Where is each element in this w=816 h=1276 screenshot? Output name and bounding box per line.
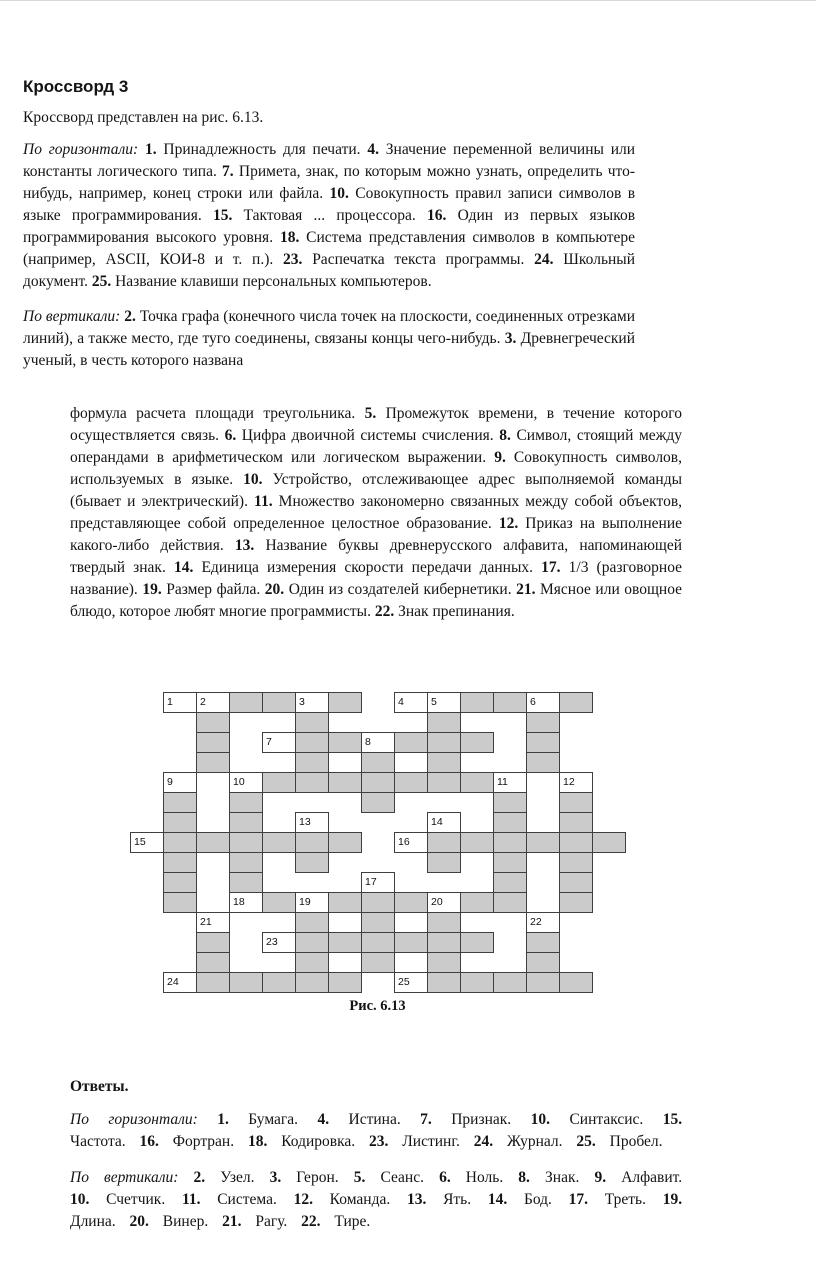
grid-cell [427,772,461,793]
grid-cell [163,872,197,893]
grid-cell [196,832,230,853]
grid-cell-9 [163,772,197,793]
grid-cell [559,832,593,853]
grid-cell [526,732,560,753]
grid-cell [460,892,494,913]
clue-number: 20. [129,1213,149,1230]
grid-cell [361,752,395,773]
grid-cell [460,932,494,953]
grid-cell-5 [427,692,461,713]
clue-text: Система представления символов в компьютере (например, ASCII, КОИ-8 и т. п.). [23,229,636,268]
grid-cell [559,812,593,833]
clue-text: Один из первых языков программирования высокого уровня. [23,207,636,246]
clue-number: 21. [516,581,536,598]
clue-text: Приказ на выполнение какого-либо действия. [70,515,682,554]
clue-text: Счетчик. [106,1191,166,1208]
grid-cell [361,932,395,953]
cell-number: 19 [299,896,311,908]
clue-text: Совокупность символов, используемых в языке. [70,449,682,488]
clue-text: Синтаксис. [569,1111,644,1128]
cell-number: 22 [530,916,542,928]
grid-cell [526,932,560,953]
clue-text: Сеанс. [380,1169,424,1186]
clue-text: Множество закономерно связанных между собой объектов, представляющее собой определенное целостное образование. [70,493,683,532]
clue-text: Герон. [296,1169,339,1186]
grid-cell-2 [196,692,230,713]
clue-text: Мясное или овощное блюдо, которое любят многие программисты. [70,581,683,620]
cell-number: 14 [431,816,443,828]
cell-number: 25 [398,976,410,988]
clue-number: 3. [269,1169,282,1186]
cell-number: 20 [431,896,443,908]
clue-number: 9. [494,449,506,466]
grid-cell [196,932,230,953]
clue-number: 14. [173,559,194,576]
grid-cell [559,852,593,873]
clue-number: 16. [426,207,447,224]
grid-cell-12 [559,772,593,793]
grid-cell-15 [130,832,164,853]
clue-number: 15. [662,1111,683,1128]
cell-number: 18 [233,896,245,908]
clue-text: Алфавит. [621,1169,683,1186]
grid-cell [559,892,593,913]
grid-cell [295,852,329,873]
crossword-grid [130,692,626,993]
clue-number: 5. [353,1169,366,1186]
clue-text: Ноль. [465,1169,504,1186]
grid-cell [163,852,197,873]
grid-cell [427,732,461,753]
direction-label: По вертикали: [70,1169,179,1186]
grid-cell [295,972,329,993]
grid-cell [196,972,230,993]
grid-cell [295,952,329,973]
grid-cell-1 [163,692,197,713]
clue-continuation-text: формула расчета площади треугольника. [70,405,356,422]
grid-cell-18 [229,892,263,913]
clue-number: 12. [293,1191,313,1208]
clue-text: Примета, знак, по которым можно узнать, определить что-нибудь, например, конец строки или файла. [23,163,636,202]
clues-down-paragraph-part2 [70,403,682,623]
grid-cell [559,692,593,713]
clue-text: Тире. [334,1213,371,1230]
clue-text: Совокупность правил записи символов в языке программирования. [23,185,636,224]
grid-cell [262,832,296,853]
clue-text: Тактовая ... процессора. [243,207,416,224]
grid-cell [493,832,527,853]
clue-number: 6. [439,1169,451,1186]
grid-cell [559,872,593,893]
cell-number: 1 [167,696,173,708]
intro-text: Кроссворд представлен на рис. 6.13. [23,109,264,126]
clue-number: 11. [254,493,273,510]
top-text-block [23,76,635,372]
clue-text: Цифра двоичной системы счисления. [241,427,494,444]
grid-cell [460,772,494,793]
grid-cell-13 [295,812,329,833]
clue-number: 10. [243,471,263,488]
clue-number: 5. [364,405,377,422]
grid-cell-4 [394,692,428,713]
cell-number: 8 [365,736,371,748]
grid-cell [526,832,560,853]
clue-number: 7. [222,163,234,180]
grid-cell [427,712,461,733]
clue-text: Знак препинания. [398,603,515,620]
grid-cell [361,912,395,933]
cell-number: 2 [200,696,206,708]
grid-cell [196,732,230,753]
clue-text: Бумага. [248,1111,299,1128]
clue-text: Винер. [162,1213,209,1230]
grid-cell-17 [361,872,395,893]
grid-cell-23 [262,932,296,953]
clue-number: 19. [662,1191,683,1208]
grid-cell [361,772,395,793]
grid-cell [394,892,428,913]
clue-text: Треть. [604,1191,647,1208]
clue-number: 8. [518,1169,530,1186]
crossword-figure [130,692,626,993]
clue-number: 17. [568,1191,589,1208]
grid-cell [460,832,494,853]
answers-block [70,1076,682,1233]
grid-cell-20 [427,892,461,913]
grid-cell [262,972,296,993]
grid-cell-24 [163,972,197,993]
grid-cell [427,932,461,953]
grid-cell-16 [394,832,428,853]
grid-cell [460,692,494,713]
grid-cell [526,752,560,773]
cell-number: 3 [299,696,305,708]
clue-number: 18. [247,1133,268,1150]
grid-cell [493,872,527,893]
clue-number: 25. [576,1133,596,1150]
grid-cell [328,692,362,713]
clue-text: 1/3 (разговорное название). [70,559,683,598]
grid-cell [163,792,197,813]
middle-text-block [70,403,682,623]
cell-number: 11 [497,776,508,788]
grid-cell [427,832,461,853]
grid-cell [229,692,263,713]
clue-number: 8. [499,427,511,444]
grid-cell [262,892,296,913]
grid-cell-21 [196,912,230,933]
grid-cell [493,852,527,873]
cell-number: 15 [134,836,146,848]
grid-cell [394,732,428,753]
grid-cell [262,772,296,793]
grid-cell [163,812,197,833]
clue-number: 3. [504,330,517,347]
grid-cell-10 [229,772,263,793]
clue-text: Символ, стоящий между операндами в арифметическом или логическом выражении. [70,427,682,466]
clue-text: Знак. [545,1169,580,1186]
clue-number: 23. [283,251,303,268]
clue-text: Команда. [329,1191,391,1208]
clue-text: Признак. [451,1111,512,1128]
clue-number: 21. [222,1213,242,1230]
clue-number: 10. [329,185,349,202]
clue-number: 22. [374,603,395,620]
grid-cell [427,912,461,933]
grid-cell [295,732,329,753]
grid-cell [526,972,560,993]
grid-cell-8 [361,732,395,753]
grid-cell [361,952,395,973]
clue-text: Рагу. [255,1213,288,1230]
clue-text: Листинг. [402,1133,460,1150]
grid-cell [262,692,296,713]
grid-cell [229,872,263,893]
grid-cell [196,952,230,973]
grid-cell [526,952,560,973]
grid-cell [361,792,395,813]
clue-text: Истина. [348,1111,401,1128]
grid-cell [328,892,362,913]
grid-cell [229,792,263,813]
grid-cell-11 [493,772,527,793]
clue-number: 13. [234,537,255,554]
clue-text: Устройство, отслеживающее адрес выполняемой команды (бывает и электрический). [70,471,683,510]
grid-cell [328,772,362,793]
clue-number: 19. [142,581,162,598]
page-title: Кроссворд 3 [23,77,129,96]
grid-cell [493,892,527,913]
grid-cell-14 [427,812,461,833]
grid-cell [229,852,263,873]
direction-label: По вертикали: [23,308,121,325]
clue-text: Система. [217,1191,277,1208]
clue-number: 18. [279,229,300,246]
grid-cell [295,752,329,773]
clue-number: 15. [212,207,233,224]
grid-cell-7 [262,732,296,753]
cell-number: 13 [299,816,311,828]
clue-number: 4. [367,141,379,158]
clue-text: Единица измерения скорости передачи данных. [201,559,534,576]
clue-number: 22. [301,1213,321,1230]
clue-text: Значение переменной величины или константы логического типа. [23,141,636,180]
clue-text: Длина. [70,1213,116,1230]
grid-cell [559,972,593,993]
clue-number: 20. [264,581,285,598]
clue-text: Размер файла. [166,581,261,598]
clue-number: 24. [534,251,554,268]
grid-cell [196,752,230,773]
grid-cell [526,712,560,733]
clue-text: Название клавиши персональных компьютеров. [115,273,432,290]
answers-heading: Ответы. [70,1078,129,1095]
cell-number: 21 [200,916,212,928]
clue-number: 1. [144,141,157,158]
grid-cell [493,692,527,713]
clue-text: Узел. [220,1169,255,1186]
clue-number: 13. [406,1191,427,1208]
grid-cell [394,932,428,953]
clue-number: 9. [594,1169,607,1186]
grid-cell [295,832,329,853]
clue-number: 6. [224,427,237,444]
clue-text: Распечатка текста программы. [312,251,525,268]
grid-cell-22 [526,912,560,933]
cell-number: 16 [398,836,410,848]
grid-cell [328,932,362,953]
clue-text: Фортран. [172,1133,235,1150]
cell-number: 24 [167,976,179,988]
grid-cell [295,772,329,793]
clue-number: 2. [193,1169,206,1186]
cell-number: 5 [431,696,437,708]
grid-cell [229,972,263,993]
cell-number: 12 [563,776,575,788]
grid-cell [361,892,395,913]
grid-cell [493,812,527,833]
clue-number: 23. [369,1133,389,1150]
direction-label: По горизонтали: [70,1111,198,1128]
clue-number: 14. [487,1191,508,1208]
clues-down-paragraph-part1 [23,306,635,372]
clue-number: 10. [70,1191,90,1208]
cell-number: 10 [233,776,245,788]
grid-cell [592,832,626,853]
clue-number: 11. [181,1191,201,1208]
clues-across-paragraph [23,139,635,293]
grid-cell-3 [295,692,329,713]
clue-text: Ять. [443,1191,472,1208]
cell-number: 4 [398,696,404,708]
clue-text: Кодировка. [281,1133,356,1150]
grid-cell [163,832,197,853]
grid-cell [196,712,230,733]
clue-text: Принадлежность для печати. [163,141,361,158]
grid-cell [493,972,527,993]
clue-text: Школьный документ. [23,251,636,290]
grid-cell [229,832,263,853]
clue-text: Древнегреческий ученый, в честь которого названа [23,330,635,369]
clue-number: 2. [124,308,136,325]
grid-cell [328,832,362,853]
clue-text: Журнал. [506,1133,563,1150]
grid-cell [427,752,461,773]
clue-number: 4. [317,1111,330,1128]
clue-text: Один из создателей кибернетики. [288,581,512,598]
clue-number: 24. [473,1133,494,1150]
grid-cell [493,792,527,813]
grid-cell [460,732,494,753]
grid-cell [328,972,362,993]
grid-cell [427,852,461,873]
clue-number: 25. [91,273,112,290]
grid-cell [427,952,461,973]
cell-number: 17 [365,876,377,888]
grid-cell [295,712,329,733]
clue-number: 16. [139,1133,159,1150]
figure-caption: Рис. 6.13 [349,998,406,1014]
cell-number: 23 [266,936,278,948]
clue-text: Точка графа (конечного числа точек на плоскости, соединенных отрезками линий), а также место, где туго соединены, связаны концы чего-нибудь. [23,308,636,347]
grid-cell-6 [526,692,560,713]
cell-number: 6 [530,696,536,708]
clue-text: Бод. [523,1191,552,1208]
grid-cell [295,912,329,933]
cell-number: 9 [167,776,173,788]
clue-number: 1. [217,1111,229,1128]
clue-number: 10. [530,1111,550,1128]
grid-cell [559,792,593,813]
grid-cell-25 [394,972,428,993]
clue-number: 17. [541,559,561,576]
answers-down-paragraph [70,1167,682,1233]
cell-number: 7 [266,736,272,748]
grid-cell [394,772,428,793]
clue-text: Промежуток времени, в течение которого осуществляется связь. [70,405,682,444]
clue-number: 12. [498,515,519,532]
clue-text: Название буквы древнерусского алфавита, напоминающей твердый знак. [70,537,683,576]
grid-cell [163,892,197,913]
clue-text: Частота. [70,1133,126,1150]
clue-number: 7. [420,1111,432,1128]
answers-across-paragraph [70,1109,682,1153]
grid-cell [460,972,494,993]
grid-cell [229,812,263,833]
grid-cell [295,932,329,953]
grid-cell [427,972,461,993]
direction-label: По горизонтали: [23,141,139,158]
grid-cell-19 [295,892,329,913]
grid-cell [328,732,362,753]
clue-text: Пробел. [609,1133,663,1150]
